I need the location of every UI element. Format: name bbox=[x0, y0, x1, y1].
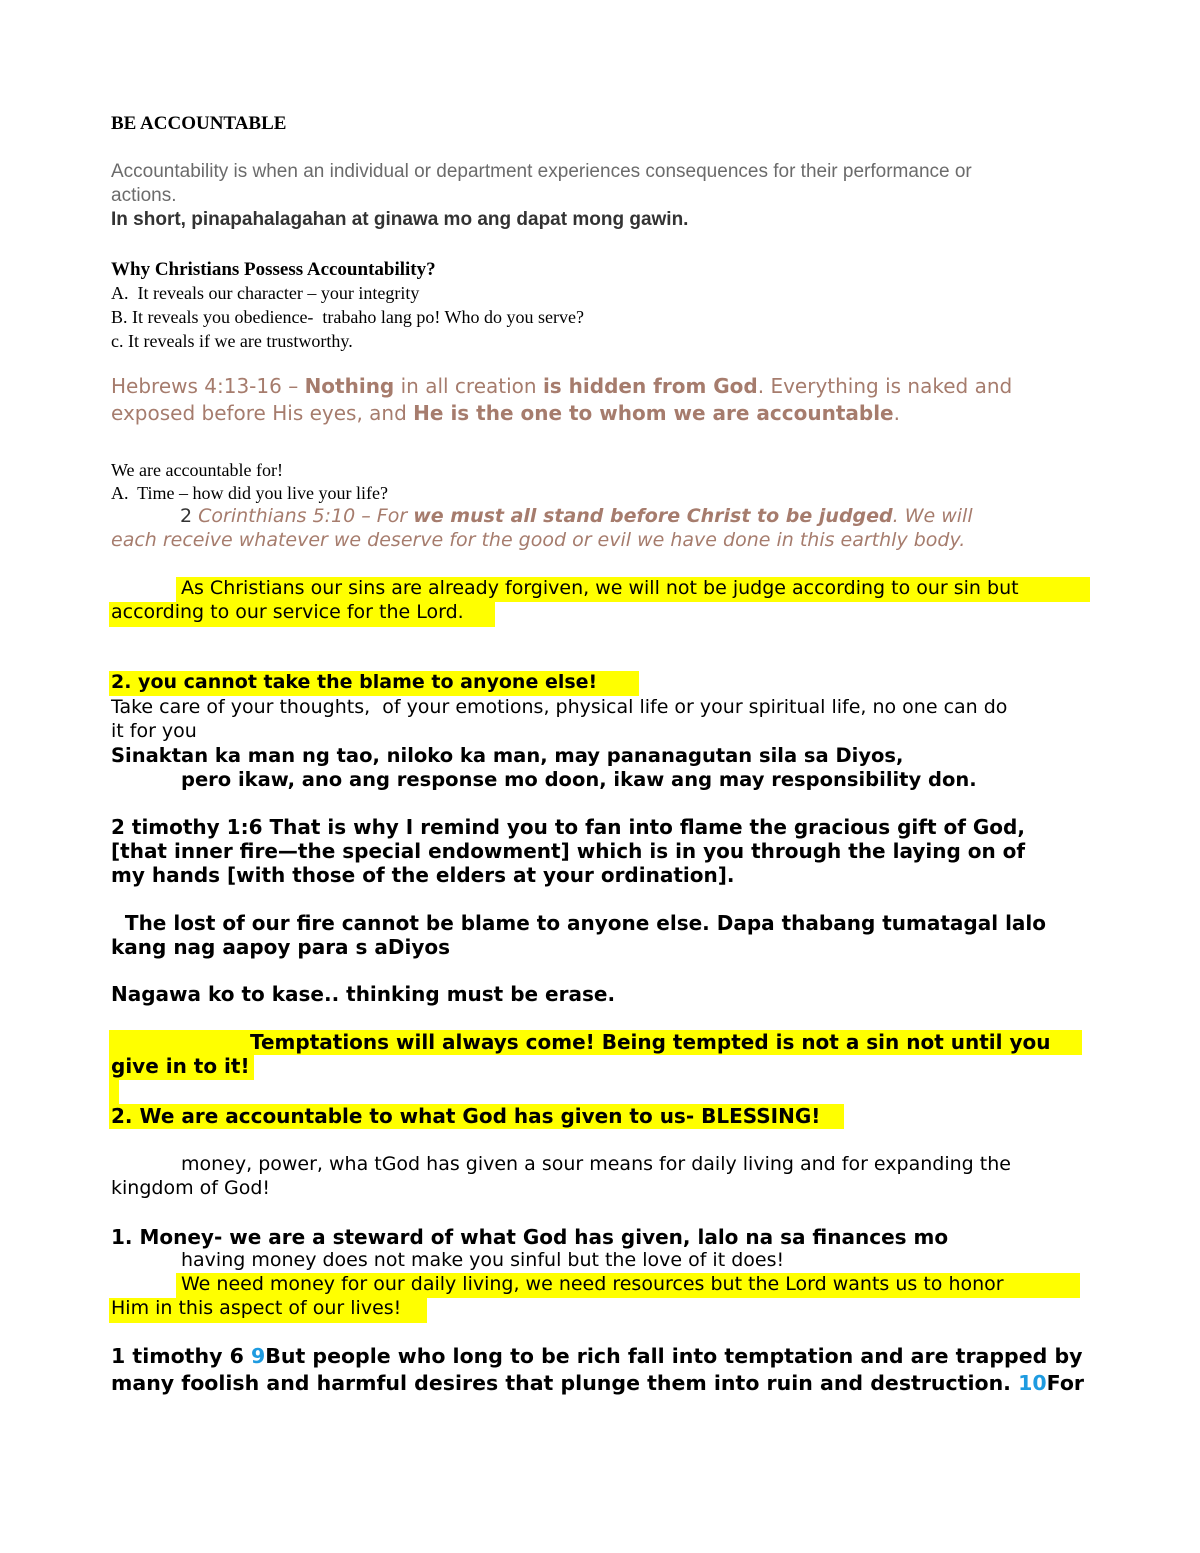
take-care-line-1: Take care of your thoughts, of your emotions, physical life or your spiritual life, no one can do bbox=[111, 696, 1008, 718]
timothy6-line-1 bbox=[111, 1345, 1082, 1369]
temptation-line-1: Temptations will always come! Being tempted is not a sin not until you bbox=[250, 1030, 1051, 1054]
why-item-c: c. It reveals if we are trustworthy. bbox=[111, 331, 353, 351]
hebrews-quote-line-1 bbox=[111, 375, 1012, 398]
nagawa-line: Nagawa ko to kase.. thinking must be erase. bbox=[111, 982, 616, 1006]
money-sinful-line: having money does not make you sinful but the love of it does! bbox=[181, 1249, 785, 1271]
corinthians-quote-line-2: each receive whatever we deserve for the good or evil we have done in this earthly body. bbox=[111, 529, 966, 551]
hebrews-text: exposed before His eyes, and bbox=[111, 401, 414, 425]
verse-number-9: 9 bbox=[250, 1344, 266, 1368]
timothy6-ref: 1 timothy 6 bbox=[111, 1344, 251, 1368]
forgiven-line-2: according to our service for the Lord. bbox=[111, 601, 464, 623]
timothy6-text: But people who long to be rich fall into temptation and are trapped by bbox=[265, 1344, 1083, 1368]
definition-line-1: Accountability is when an individual or department experiences consequences for their performance or bbox=[111, 161, 972, 182]
sinaktan-line-1: Sinaktan ka man ng tao, niloko ka man, may pananagutan sila sa Diyos, bbox=[111, 744, 904, 767]
temptation-line-2: give in to it! bbox=[111, 1054, 250, 1078]
corinthians-ref: Corinthians 5:10 – For bbox=[198, 505, 414, 527]
accountable-for-heading: We are accountable for! bbox=[111, 460, 283, 480]
corinthians-text: . We will bbox=[892, 505, 973, 527]
timothy6-text: For bbox=[1046, 1371, 1085, 1395]
need-money-line-2: Him in this aspect of our lives! bbox=[111, 1297, 402, 1319]
definition-line-2: actions. bbox=[111, 185, 177, 206]
hebrews-text: in all creation bbox=[394, 374, 543, 398]
hebrews-ref: Hebrews 4:13-16 – bbox=[111, 374, 305, 398]
corinthians-emphasis: we must all stand before Christ to be judged bbox=[413, 505, 893, 527]
hebrews-emphasis-hidden: is hidden from God bbox=[542, 374, 758, 398]
timothy-line-1: 2 timothy 1:6 That is why I remind you to fan into flame the gracious gift of God, bbox=[111, 815, 1025, 839]
money-power-line-1: money, power, wha tGod has given a sour means for daily living and for expanding the bbox=[181, 1153, 1011, 1175]
timothy6-line-2 bbox=[111, 1372, 1084, 1396]
highlight-band bbox=[109, 1080, 119, 1105]
why-item-a: A. It reveals our character – your integrity bbox=[111, 283, 420, 303]
blessing-heading: 2. We are accountable to what God has given to us- BLESSING! bbox=[111, 1104, 821, 1128]
why-item-b: B. It reveals you obedience- trabaho lang po! Who do you serve? bbox=[111, 307, 585, 327]
forgiven-line-1: As Christians our sins are already forgiven, we will not be judge according to our sin but bbox=[181, 577, 1019, 599]
take-care-line-2: it for you bbox=[111, 720, 197, 742]
timothy6-text: many foolish and harmful desires that plunge them into ruin and destruction. bbox=[111, 1371, 1019, 1395]
hebrews-emphasis-accountable: He is the one to whom we are accountable bbox=[413, 401, 894, 425]
blame-heading: 2. you cannot take the blame to anyone else! bbox=[111, 671, 598, 693]
hebrews-quote-line-2 bbox=[111, 402, 900, 425]
lost-fire-line-1: The lost of our fire cannot be blame to anyone else. Dapa thabang tumatagal lalo bbox=[111, 911, 1047, 935]
verse-number-10: 10 bbox=[1018, 1371, 1047, 1395]
need-money-line-1: We need money for our daily living, we need resources but the Lord wants us to honor bbox=[181, 1273, 1004, 1295]
money-heading: 1. Money- we are a steward of what God has given, lalo na sa finances mo bbox=[111, 1225, 949, 1249]
sinaktan-line-2: pero ikaw, ano ang response mo doon, ikaw ang may responsibility don. bbox=[181, 768, 977, 791]
time-item: A. Time – how did you live your life? bbox=[111, 483, 388, 503]
lost-fire-line-2: kang nag aapoy para s aDiyos bbox=[111, 935, 451, 959]
timothy-line-3: my hands [with those of the elders at your ordination]. bbox=[111, 863, 735, 887]
hebrews-text: . Everything is naked and bbox=[757, 374, 1013, 398]
corinthians-quote-line-1 bbox=[180, 506, 973, 528]
corinthians-num: 2 bbox=[180, 505, 199, 527]
money-power-line-2: kingdom of God! bbox=[111, 1177, 270, 1199]
hebrews-text: . bbox=[893, 401, 900, 425]
document-title: BE ACCOUNTABLE bbox=[111, 113, 287, 134]
hebrews-emphasis-nothing: Nothing bbox=[304, 374, 395, 398]
in-short-line: In short, pinapahalagahan at ginawa mo ang dapat mong gawin. bbox=[111, 209, 689, 230]
why-heading: Why Christians Possess Accountability? bbox=[111, 259, 436, 280]
timothy-line-2: [that inner fire—the special endowment] which is in you through the laying on of bbox=[111, 839, 1026, 863]
